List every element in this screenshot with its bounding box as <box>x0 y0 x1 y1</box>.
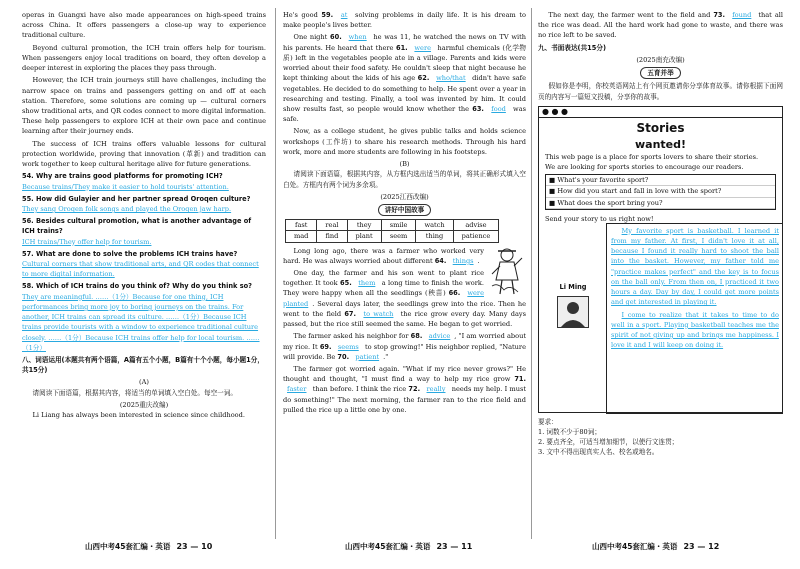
section-9-source: (2025南充改编) <box>636 55 685 64</box>
user-icon <box>558 297 588 327</box>
page-number: 23 — 12 <box>683 542 720 551</box>
answer-54: Because trains/They make it easier to hold tourists' attention. <box>22 182 229 191</box>
blank-61[interactable]: were <box>414 43 432 52</box>
blank-59[interactable]: at <box>340 11 348 19</box>
part-a-label: (A) <box>139 378 149 387</box>
paragraph: One day, the farmer and his son went to plant rice together. It took 65. them a long time to finish the work. They were happy when all the seedlings (秧苗) 66. were planted . Several days later, the seedlings grew into the rice. Then he went to the field 67. to watch the rice grow every day. Many days passed, but the rice still seemed the same. He began to get worried. <box>283 269 526 329</box>
browser-bar: ● ● ● <box>539 107 782 118</box>
part-b-instruction: 请阅读下面语篇，根据其内容，从方框内选出适当的单词，将其正确形式填入空白处。方框内有两个词为多余项。 <box>283 170 526 189</box>
column-middle <box>283 10 526 530</box>
blank-64[interactable]: things <box>452 256 474 265</box>
paragraph: The success of ICH trains offers valuable lessons for cultural protection worldwide, proving that innovation (革新) and tradition can work together to keep cultural heritage alive for future generations. <box>22 139 266 169</box>
part-b-source: (2025江西改编) <box>380 192 429 201</box>
blank-70[interactable]: patient <box>355 352 380 361</box>
page-footer: 山西中考45套汇编・英语 23 — 12 <box>592 542 720 551</box>
paragraph: Now, as a college student, he gives public talks and holds science workshops (工作坊) to share his research methods. Through his hard work, more and more students are following in his footsteps. <box>283 127 526 156</box>
blank-62[interactable]: who/that <box>436 74 466 83</box>
paragraph: Beyond cultural promotion, the ICH train offers help for tourism. When passengers enjoy local traditions on board, they often develop a deeper interest in exploring the places they pass through. <box>22 43 266 73</box>
question-54: 54. Why are trains good platforms for promoting ICH? <box>22 172 223 181</box>
answer-58: They are meaningful. ……（1分）Because for one thing, ICH performances bring more joy to boring journeys on the trains. For another, ICH trains can spread its culture. ……（1分）Because ICH trains provide tourists with a window to experience traditional culture closely. ……（1分）Because ICH trains offer help for local tourism. ……（1分） <box>22 292 260 352</box>
word-bank-cell: thing <box>416 231 453 242</box>
blank-63[interactable]: food <box>491 104 506 113</box>
web-subtitle: wanted! <box>634 137 687 151</box>
blank-60[interactable]: when <box>348 33 367 42</box>
paragraph: The farmer got worried again. "What if my rice never grows?" He thought and thought, "I must find a way to help my rice grow 71. faster than before. I think the rice 72. really needs my help. I must do something!" The next morning, the farmer ran to the rice field and pulled the rice up a little one by one. <box>283 365 526 414</box>
blank-65[interactable]: them <box>358 279 376 288</box>
web-title: Stories <box>636 120 685 135</box>
page-number: 23 — 10 <box>176 542 213 551</box>
word-bank-cell: patience <box>453 231 499 242</box>
word-bank-cell: find <box>317 231 347 242</box>
paragraph: However, the ICH train journeys still have challenges, including the narrow space on trains and passengers getting on and off at each station. Therefore, some solutions are coming up — cultural corners show traditional arts, and QR codes connect to more digital information. These help passengers to explore ICH at their own pace and continue learning after their journey ends. <box>22 76 266 136</box>
requirements-title: 要求： <box>538 417 558 426</box>
avatar <box>557 296 589 328</box>
word-bank-cell: smile <box>381 220 416 231</box>
column-left <box>22 10 266 530</box>
column-divider <box>531 8 532 539</box>
blank-68[interactable]: advice <box>428 332 451 341</box>
theme-badge: 五育并举 <box>640 67 680 79</box>
blank-72[interactable]: really <box>426 385 446 394</box>
web-intro: We are looking for sports stories to encourage our readers. <box>545 162 744 171</box>
web-question: ■ What's your favorite sport? <box>546 175 775 186</box>
word-bank-cell: they <box>347 220 381 231</box>
story-text-box[interactable] <box>606 223 783 414</box>
answer-56: ICH trains/They offer help for tourism. <box>22 237 152 246</box>
column-divider <box>275 8 276 539</box>
question-57: 57. What are done to solve the problems ICH trains have? <box>22 249 238 258</box>
blank-69[interactable]: seems <box>337 342 359 351</box>
webpage-mockup <box>538 106 783 413</box>
story-paragraph: My favorite sport is basketball. I learned it from my father. At first, I didn't love it at all, because I found it really hard to shoot the ball into the basket. However, my father told me "practice makes perfect" and the key is to focus on the ball only. From then on, I practiced it two hours a day. Day by day, I could get more points and get interested in playing it. <box>611 226 779 307</box>
paragraph: He's good 59. at solving problems in daily life. It is his dream to make people's lives better. <box>283 11 526 30</box>
word-bank-cell: seem <box>381 231 416 242</box>
answer-55: They sang Oroqen folk songs and played the Oroqen jaw harp. <box>22 204 232 213</box>
word-bank-cell: real <box>317 220 347 231</box>
paragraph: Long long ago, there was a farmer who worked very hard. He was always worried about different 64. things . <box>283 246 484 265</box>
part-a-source: (2025重庆改编) <box>119 400 169 409</box>
paragraph: One night 60. when he was 11, he watched the news on TV with his parents. He heard that there 61. were harmful chemicals (化学物质) left in the vegetables people ate in a village. Parents and kids were worried about their food safety. He couldn't sleep that night because he kept thinking about the kids of his age 62. who/that didn't have safe vegetables. He decided to do something to help. He spent over a year in researching and testing. Finally, a tool was invented by him. It could show results fast, so people would know whether the 63. food was safe. <box>283 33 526 124</box>
requirement-item: 3. 文中不得出现真实人名、校名或地名。 <box>538 448 659 457</box>
web-send-line: Send your story to us right now! <box>545 214 654 223</box>
blank-71[interactable]: faster <box>287 385 307 394</box>
question-56: 56. Besides cultural promotion, what is another advantage of ICH trains? <box>22 217 252 236</box>
question-55: 55. How did Gulayier and her partner spread Oroqen culture? <box>22 194 251 203</box>
word-bank-cell: plant <box>347 231 381 242</box>
word-bank-cell: mad <box>286 231 317 242</box>
web-question: ■ What does the sport bring you? <box>546 198 775 209</box>
page-number: 23 — 11 <box>436 542 473 551</box>
paragraph: operas in Guangxi have also made appearances on high-speed trains across China. It offers passengers a close-up way to experience traditional culture. <box>22 11 266 40</box>
story-paragraph: I come to realize that it takes to time to do well in a sport. Playing basketball teaches me the spirit of not giving up and brings me happiness. I love it and I will keep on doing it. <box>611 310 779 350</box>
requirement-item: 2. 要点齐全，可适当增加细节，以使行文连贯； <box>538 438 679 447</box>
section-9-heading: 九、书面表达(共15分) <box>538 43 606 52</box>
page-footer: 山西中考45套汇编・英语 23 — 10 <box>85 542 213 551</box>
web-question: ■ How did you start and fall in love with the sport? <box>546 186 775 197</box>
word-bank-cell: fast <box>286 220 317 231</box>
paragraph: The farmer asked his neighbor for 68. advice , "I am worried about my rice. It 69. seems to stop growing!" His neighbor replied, "Nature will provide. Be 70. patient ." <box>283 332 526 361</box>
answer-57: Cultural corners that show traditional arts, and QR codes that connect to more digital information. <box>22 260 259 279</box>
blank-73[interactable]: found <box>732 11 752 19</box>
section-8-heading: 八、词语运用(本题共有两个语篇，A篇有五个小题，B篇有十个小题，每小题1分，共15分) <box>22 356 264 375</box>
word-bank-cell: watch <box>416 220 453 231</box>
part-b-label: (B) <box>399 160 410 169</box>
blank-66[interactable]: were planted <box>283 289 484 308</box>
theme-badge: 讲好中国故事 <box>378 204 432 216</box>
requirement-item: 1. 词数不少于80词； <box>538 427 601 436</box>
web-question-box <box>545 174 776 210</box>
blank-67[interactable]: to watch <box>363 309 394 318</box>
web-intro: This web page is a place for sports lovers to share their stories. <box>545 152 759 161</box>
writing-instruction: 假如你是李明，你校英语网站上有个网页邀请你分享体育故事。请你根据下面网页的内容写一篇短文投稿，分享你的故事。 <box>538 82 783 101</box>
question-58: 58. Which of ICH trains do you think of? Why do you think so? <box>22 282 252 291</box>
paragraph: Li Liang has always been interested in science since childhood. <box>32 411 245 420</box>
farmer-illustration <box>488 246 526 298</box>
paragraph: The next day, the farmer went to the field and 73. found that all the rice was dead. All the hard work had gone to waste, and there was no rice left to be saved. <box>538 11 783 40</box>
part-a-instruction: 请阅读下面语篇，根据其内容，将适当的单词填入空白处。每空一词。 <box>32 388 237 397</box>
page-footer: 山西中考45套汇编・英语 23 — 11 <box>345 542 473 551</box>
author-name: Li Ming <box>559 282 587 291</box>
column-right <box>538 10 783 530</box>
word-bank-cell: advise <box>453 220 499 231</box>
word-bank <box>285 219 499 242</box>
